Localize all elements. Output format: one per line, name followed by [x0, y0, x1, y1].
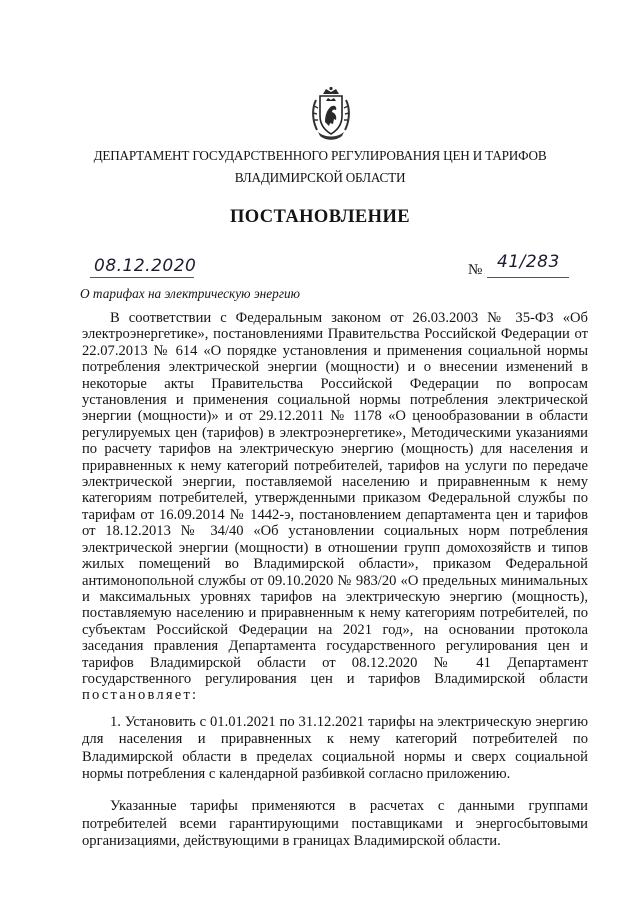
date-underline: [90, 277, 194, 278]
document-number: 41/283: [497, 252, 560, 272]
department-name-line2: ВЛАДИМИРСКОЙ ОБЛАСТИ: [234, 170, 406, 185]
note-paragraph: Указанные тарифы применяются в расчетах с данными группами потребителей всеми гарантирующими поставщиками и энергосбытовыми организациями, действующими в границах Владимирской области.: [82, 798, 588, 850]
document-body: [82, 310, 588, 851]
coat-of-arms-icon: [310, 86, 352, 142]
number-sign: №: [468, 262, 483, 278]
document-date: 08.12.2020: [94, 256, 197, 276]
resolves-word: постановляет:: [82, 687, 199, 704]
main-paragraph-text: В соответствии с Федеральным законом от 26.03.2003 № 35-ФЗ «Об электроэнергетике», постановлениями Правительства Российской Федерации от 22.07.2013 № 614 «О порядке установления и применения социальной нормы потребления электрической энергии (мощности) и о внесении изменений в некоторые акты Правительства Российской Федерации по вопросам установления и применения социальной нормы потребления электрической энергии (мощности)» и от 29.12.2011 № 1178 «О ценообразовании в области регулируемых цен (тарифов) в электроэнергетике», Методическими указаниями по расчету тарифов на электрическую энергию (мощность) для населения и приравненных к нему категорий потребителей, тарифов на услуги по передаче электрической энергии, поставляемой населению и приравненным к нему категориям потребителей, утвержденными приказом Федеральной службы по тарифам от 16.09.2014 № 1442-э, постановлением департамента цен и тарифов от 18.12.2013 № 34/40 «Об установлении социальных норм потребления электрической энергии (мощности) в отношении групп домохозяйств и типов жилых помещений во Владимирской области», приказом Федеральной антимонопольной службы от 09.10.2020 № 983/20 «О предельных минимальных и максимальных уровнях тарифов на электрическую энергию (мощность), поставляемую населению и приравненным к нему категориям потребителей, по субъектам Российской Федерации на 2021 год», на основании протокола заседания правления Департамента государственного регулирования цен и тарифов Владимирской области от 08.12.2020 № 41 Департамент государственного регулирования цен и тарифов Владимирской области: [82, 310, 588, 687]
document-title: ПОСТАНОВЛЕНИЕ: [229, 207, 410, 227]
document-subject: О тарифах на электрическую энергию: [80, 286, 301, 301]
main-paragraph: [82, 310, 588, 704]
number-underline: [487, 277, 569, 278]
item-1-paragraph: 1. Установить с 01.01.2021 по 31.12.2021 тарифы на электрическую энергию для населения и приравненных к нему категорий потребителей по Владимирской области в пределах социальной нормы и сверх социальной нормы потребления с календарной разбивкой согласно приложению.: [82, 713, 588, 782]
department-name-line1: ДЕПАРТАМЕНТ ГОСУДАРСТВЕННОГО РЕГУЛИРОВАНИЯ ЦЕН И ТАРИФОВ: [93, 148, 547, 163]
